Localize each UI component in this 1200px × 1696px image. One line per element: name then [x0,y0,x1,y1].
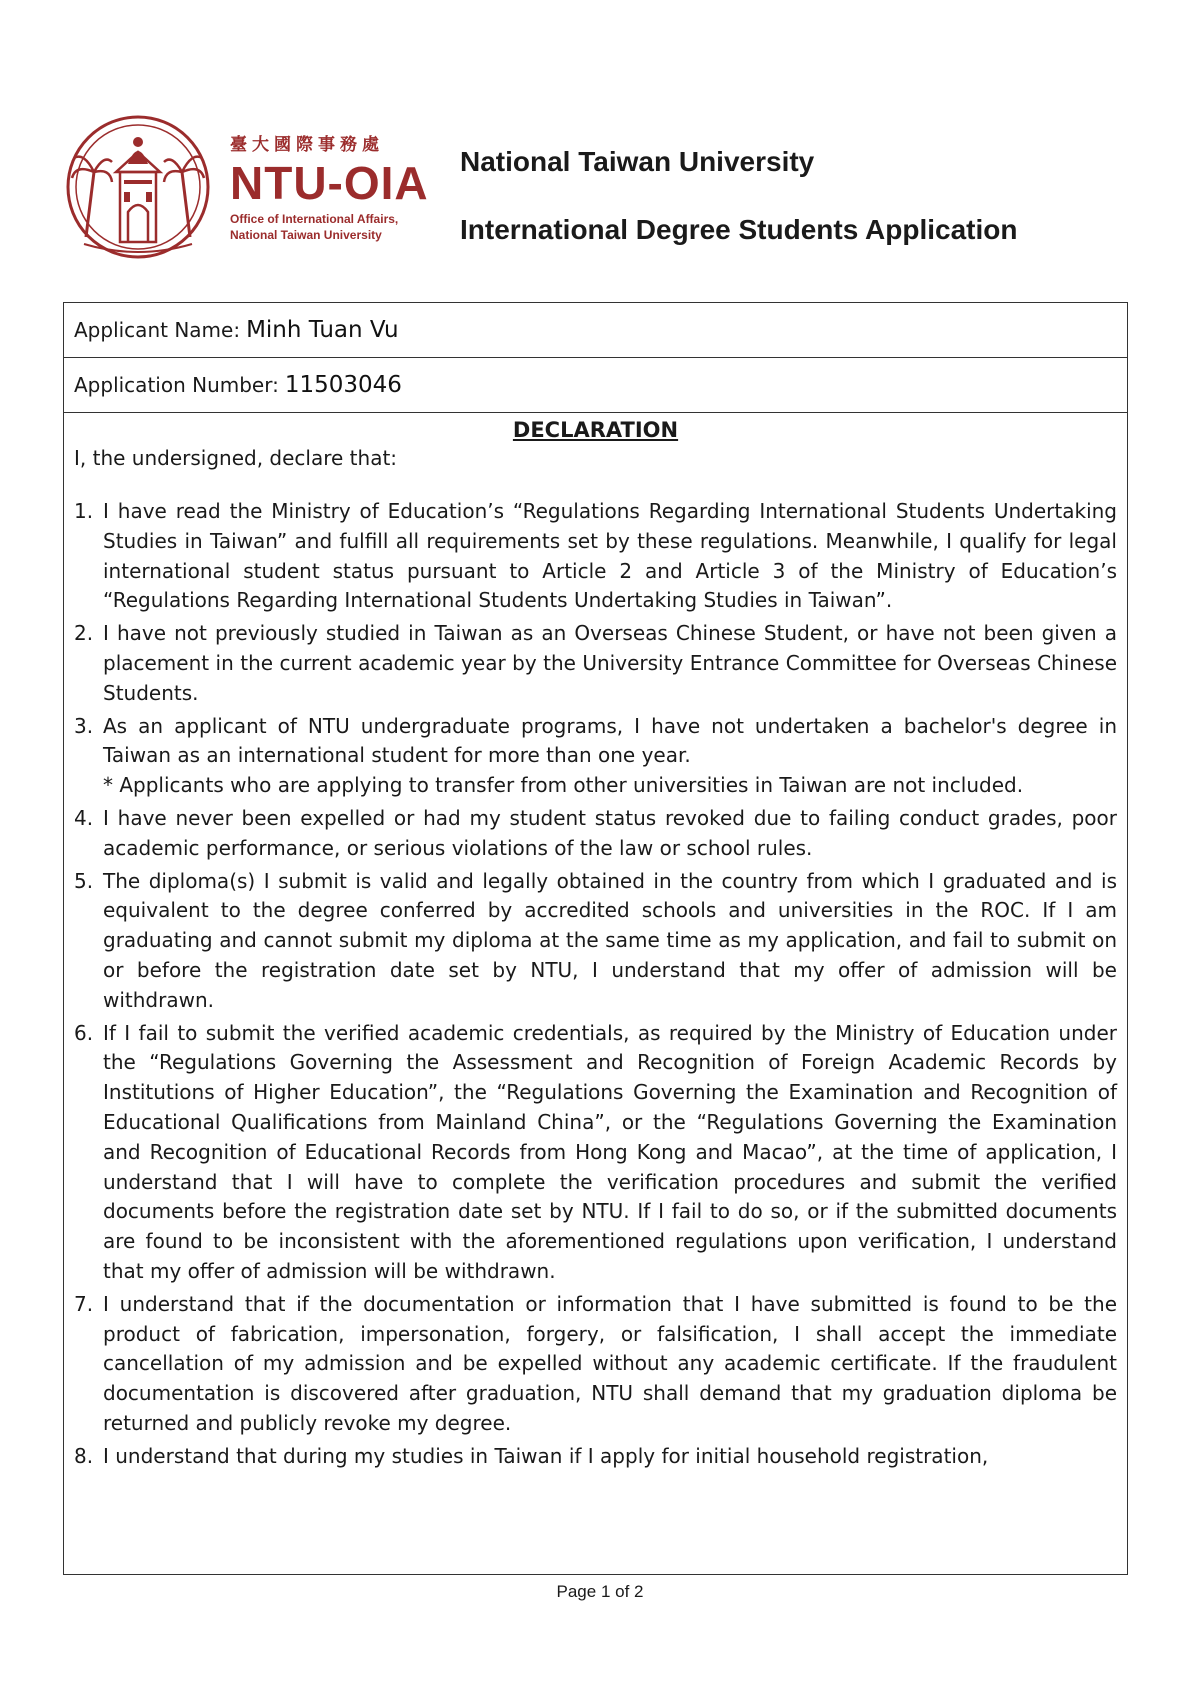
declaration-item [74,1442,1117,1472]
declaration-title: DECLARATION [512,418,679,442]
application-number-label: Application Number: [74,373,279,397]
item-text: I have not previously studied in Taiwan as an Overseas Chinese Student, or have not been given a placement in the current academic year by the University Entrance Committee for Overseas Chinese Students. [103,621,1117,705]
item-number: 2. [74,621,94,646]
declaration-list [74,497,1117,1472]
org-name-en [230,211,440,243]
org-name-en-line1: Office of International Affairs, [230,212,399,226]
item-number: 4. [74,805,94,830]
declaration-item [74,1290,1117,1439]
declaration-item [74,804,1117,864]
declaration-intro: I, the undersigned, declare that: [74,446,398,470]
item-number: 8. [74,1443,94,1468]
university-title: National Taiwan University [460,146,815,177]
item-text: I have never been expelled or had my student status revoked due to failing conduct grades, poor academic performance, or serious violations of the law or school rules. [103,805,1117,860]
application-form [63,302,1128,1575]
declaration-section [64,417,1127,1472]
item-text: I have read the Ministry of Education’s “Regulations Regarding International Students Undertaking Studies in Taiwan” and fulfill all requirements set by these regulations. Meanwhile, I qualify for legal international student status pursuant to Article 2 and Article 3 of the Ministry of Education’s “Regulations Regarding International Students Undertaking Studies in Taiwan”. [103,499,1117,613]
org-branding [230,130,440,243]
applicant-name-row [64,303,1127,358]
item-number: 1. [74,499,94,523]
declaration-item [74,497,1117,616]
item-text: As an applicant of NTU undergraduate programs, I have not undertaken a bachelor's degree in Taiwan as an international student for more than one year. [103,713,1117,768]
form-title: International Degree Students Application [460,214,1018,245]
application-number-row [64,358,1127,413]
declaration-item [74,619,1117,708]
org-name-en-line2: National Taiwan University [230,228,382,242]
application-number-value: 11503046 [284,372,402,398]
item-text: If I fail to submit the verified academic credentials, as required by the Ministry of Education under the “Regulations Governing the Assessment and Recognition of Foreign Academic Records by Institutions of Higher Education”, the “Regulations Governing the Examination and Recognition of Educational Qualifications from Mainland China”, or the “Regulations Governing the Examination and Recognition of Educational Records from Hong Kong and Macao”, at the time of application, I understand that I will have to complete the verification procedures and submit the verified documents before the registration date set by NTU. If I fail to do so, or if the submitted documents are found to be inconsistent with the aforementioned regulations upon verification, I understand that my offer of admission will be withdrawn. [103,1020,1117,1283]
declaration-item [74,1019,1117,1287]
page-number: Page 1 of 2 [556,1582,644,1601]
item-number: 5. [74,868,94,893]
applicant-name-label: Applicant Name: [74,318,241,342]
item-text: I understand that if the documentation or information that I have submitted is found to be the product of fabrication, impersonation, forgery, or falsification, I shall accept the immediate cancellation of my admission and be expelled without any academic certificate. If the fraudulent documentation is discovered after graduation, NTU shall demand that my graduation diploma be returned and publicly revoke my degree. [103,1291,1117,1435]
declaration-item [74,712,1117,801]
ntu-seal-logo [64,112,212,262]
org-abbreviation: NTU-OIA [230,157,429,209]
declaration-item [74,867,1117,1016]
item-number: 3. [74,713,94,738]
item-number: 7. [74,1291,94,1316]
org-name-zh: 臺大國際事務處 [230,135,384,155]
page-header [64,112,1064,272]
item-note: * Applicants who are applying to transfer from other universities in Taiwan are not included. [103,773,1024,798]
item-text: The diploma(s) I submit is valid and legally obtained in the country from which I graduated and is equivalent to the degree conferred by accredited schools and universities in the ROC. If I am graduating and cannot submit my diploma at the same time as my application, and fail to submit on or before the registration date set by NTU, I understand that my offer of admission will be withdrawn. [103,868,1117,1012]
item-number: 6. [74,1020,94,1045]
item-text: I understand that during my studies in Taiwan if I apply for initial household registration, [103,1443,989,1468]
applicant-name-value: Minh Tuan Vu [246,317,399,343]
